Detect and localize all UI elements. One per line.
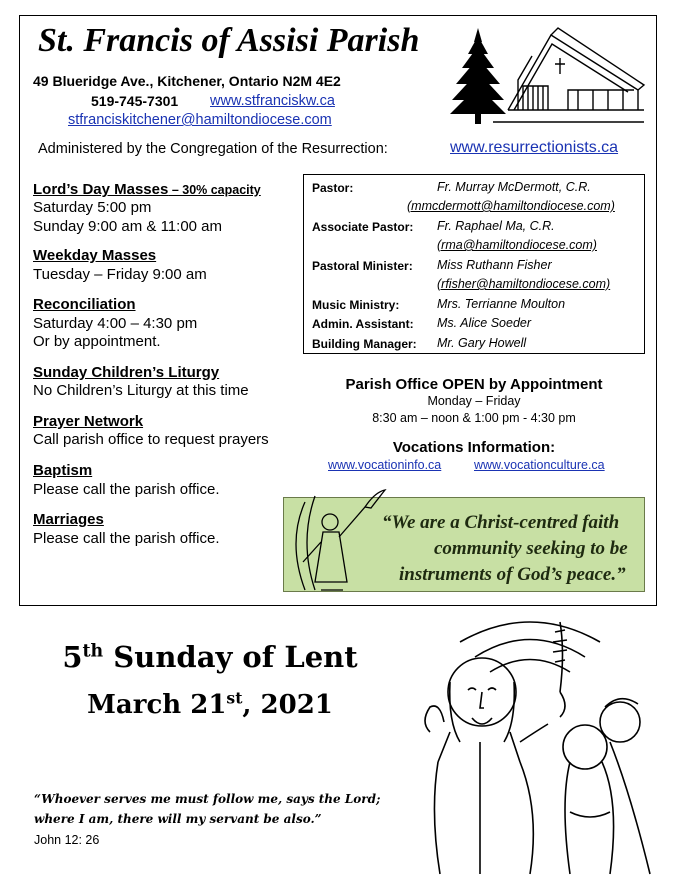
- staff-name: Fr. Raphael Ma, C.R.: [437, 219, 555, 233]
- staff-directory-box: [303, 174, 645, 354]
- staff-name: Mrs. Terrianne Moulton: [437, 297, 566, 311]
- section-heading-prayer-network: Prayer Network: [33, 413, 144, 430]
- staff-role: Associate Pastor:: [312, 220, 414, 234]
- staff-name: Ms. Alice Soeder: [437, 316, 532, 330]
- gospel-citation: John 12: 26: [34, 833, 100, 847]
- reconciliation-line-2: Or by appointment.: [33, 333, 161, 350]
- masses-line-2: Sunday 9:00 am & 11:00 am: [33, 218, 223, 235]
- section-heading-marriages: Marriages: [33, 511, 104, 528]
- mission-quote-line-2: community seeking to be: [434, 538, 628, 559]
- masses-line-1: Saturday 5:00 pm: [33, 199, 152, 216]
- jesus-disciples-illustration: [420, 612, 670, 882]
- staff-email-link[interactable]: (rfisher@hamiltondiocese.com): [437, 277, 611, 291]
- vocationculture-link[interactable]: www.vocationculture.ca: [474, 458, 605, 472]
- parish-phone: 519-745-7301: [91, 93, 179, 109]
- parish-address: 49 Blueridge Ave., Kitchener, Ontario N2M 4E2: [33, 73, 341, 89]
- church-building-illustration: [448, 20, 648, 128]
- reconciliation-line-1: Saturday 4:00 – 4:30 pm: [33, 315, 198, 332]
- weekday-line-1: Tuesday – Friday 9:00 am: [33, 266, 207, 283]
- resurrectionists-link[interactable]: www.resurrectionists.ca: [450, 139, 619, 156]
- section-heading-childrens-liturgy: Sunday Children’s Liturgy: [33, 364, 220, 381]
- st-francis-illustration: [285, 482, 390, 594]
- staff-role: Admin. Assistant:: [312, 317, 414, 331]
- bulletin-date: March 21st, 2021: [87, 688, 333, 720]
- parish-website-link[interactable]: www.stfranciskw.ca: [210, 93, 335, 109]
- staff-role: Pastor:: [312, 181, 354, 195]
- section-heading-baptism: Baptism: [33, 462, 93, 479]
- staff-name: Mr. Gary Howell: [437, 336, 527, 350]
- administered-label: Administered by the Congregation of the Resurrection:: [38, 141, 388, 157]
- staff-role: Music Ministry:: [312, 298, 400, 312]
- staff-role: Building Manager:: [312, 337, 417, 351]
- prayer-network-line-1: Call parish office to request prayers: [33, 431, 269, 448]
- sunday-title: 5th Sunday of Lent: [62, 640, 358, 674]
- office-days: Monday – Friday: [427, 394, 521, 408]
- parish-name: St. Francis of Assisi Parish: [38, 22, 420, 59]
- gospel-quote-line-2: where I am, there will my servant be also.”: [34, 812, 322, 826]
- section-heading-weekday: Weekday Masses: [33, 247, 157, 264]
- mission-quote-line-1: “We are a Christ-centred faith: [382, 512, 620, 533]
- section-heading-reconciliation: Reconciliation: [33, 296, 136, 313]
- staff-role: Pastoral Minister:: [312, 259, 413, 273]
- office-title: Parish Office OPEN by Appointment: [345, 376, 603, 393]
- mission-quote-line-3: instruments of God’s peace.”: [399, 564, 626, 585]
- childrens-liturgy-line-1: No Children’s Liturgy at this time: [33, 382, 249, 399]
- baptism-line-1: Please call the parish office.: [33, 481, 220, 498]
- staff-name: Miss Ruthann Fisher: [437, 258, 552, 272]
- marriages-line-1: Please call the parish office.: [33, 530, 220, 547]
- office-hours: 8:30 am – noon & 1:00 pm - 4:30 pm: [372, 411, 576, 425]
- section-heading-masses: Lord’s Day Masses – 30% capacity: [33, 181, 261, 198]
- staff-name: Fr. Murray McDermott, C.R.: [437, 180, 591, 194]
- gospel-quote-line-1: “Whoever serves me must follow me, says the Lord;: [34, 792, 381, 806]
- staff-email-link[interactable]: (mmcdermott@hamiltondiocese.com): [407, 199, 615, 213]
- vocations-title: Vocations Information:: [392, 439, 556, 456]
- parish-email-link[interactable]: stfranciskitchener@hamiltondiocese.com: [68, 112, 332, 128]
- vocationinfo-link[interactable]: www.vocationinfo.ca: [328, 458, 442, 472]
- staff-email-link[interactable]: (rma@hamiltondiocese.com): [437, 238, 597, 252]
